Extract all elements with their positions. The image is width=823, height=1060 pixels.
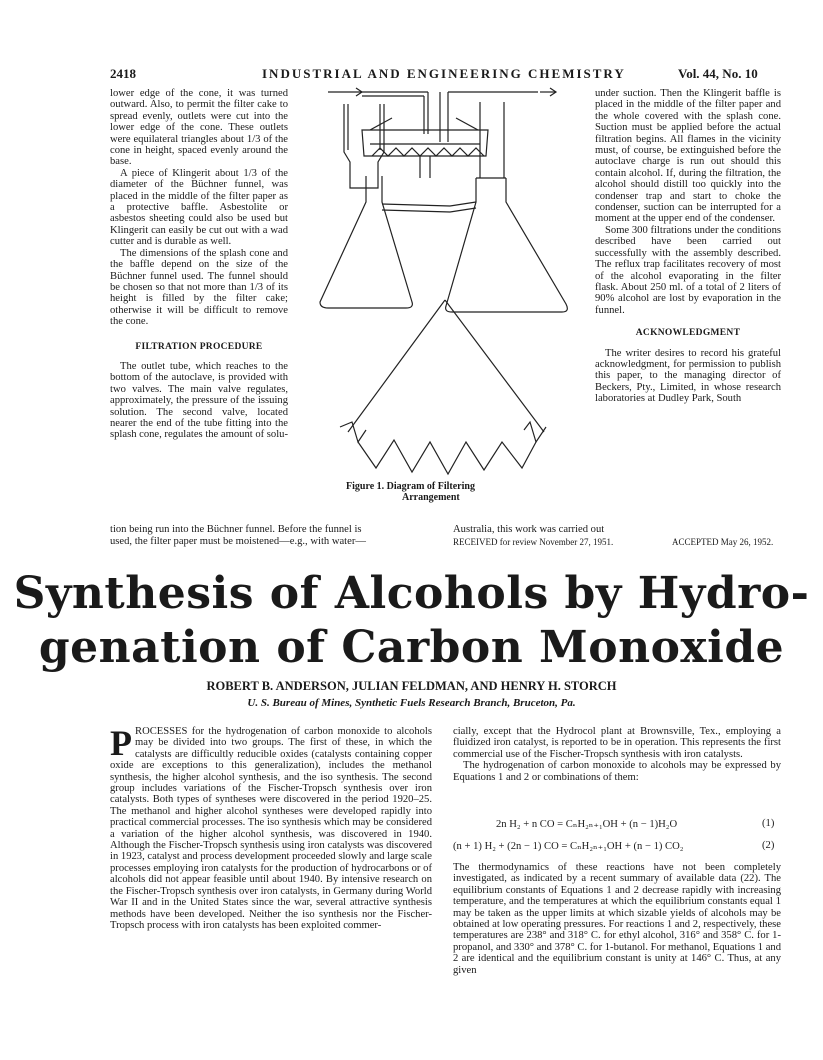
accepted-date: ACCEPTED May 26, 1952. [672, 537, 774, 547]
text-line: tion being run into the Büchner funnel. Before the funnel is [110, 524, 362, 535]
filter-flask [446, 178, 568, 312]
article-title-line1: Synthesis of Alcohols by Hydro- [13, 568, 810, 619]
page-number: 2418 [110, 66, 136, 81]
drop-cap: P [110, 723, 132, 763]
paragraph: The dimensions of the splash cone and the baffle depend on the size of the Büchner funnel used. The funnel should be chosen so that not more than 1/3 of its height is filled by the filter cake; otherwise it will be difficult to remove the cone. [110, 247, 288, 328]
right-column [595, 88, 781, 405]
paragraph: ROCESSES for the hydrogenation of carbon monoxide to alcohols may be divided into two groups. The first of these, in which the catalysts are difficultly reducible oxides (catalysts containing copper oxide are exceptions to this generalization), includes the methanol synthesis, the higher alcohol synthesis, and the iso synthesis. The second group includes variations of the Fischer-Tropsch synthesis over iron catalysts. Both types of syntheses were discovered in the period 1920–25. The methanol and higher alcohol syntheses were developed rapidly into practical commercial processes. The iso synthesis which may be considered a variation of the higher alcohol synthesis, was discovered in 1940. Although the Fischer-Tropsch synthesis using iron catalysts was discovered in 1923, catalyst and process development proceeded slowly and large scale processes employing iron catalysts for the production of hydrocarbons or of alcohols did not appear feasible until about 1940. By intensive research on the Fischer-Tropsch synthesis over iron catalysts, in Germany during World War II and in the United States since the war, several attractive synthesis methods have been developed. Neither the iso synthesis nor the Fischer-Tropsch process with iron catalysts has been exploited commer- [110, 726, 432, 931]
paragraph: The hydrogenation of carbon monoxide to alcohols may be expressed by Equations 1 and 2 or combinations of them: [453, 760, 781, 783]
equation-1: 2n H₂ + n CO = CₙH₂ₙ₊₁OH + (n − 1)H₂O [496, 819, 678, 830]
body-right-column [453, 726, 781, 783]
cone-outlets [358, 440, 536, 474]
equation-1-number: (1) [762, 818, 775, 829]
connecting-tube [382, 202, 476, 206]
figure-caption: Figure 1. Diagram of Filtering [346, 481, 475, 492]
paragraph: lower edge of the cone, it was turned outward. Also, to permit the filter cake to spread evenly, outlets were cut into the lower edge of the cone. These outlets were equilateral triangles about 1/3 of the cone in height, spaced evenly around the base. [110, 88, 288, 168]
paragraph: Some 300 filtrations under the conditions described have been carried out successfully with the assembly described. The reflux trap facilitates recovery of most of the alcohol evaporating in the filter flask. About 250 ml. of a total of 2 liters of 90% alcohol are lost by evaporation in the funnel. [595, 224, 781, 316]
paragraph: A piece of Klingerit about 1/3 of the diameter of the Büchner funnel, was placed in the middle of the filter paper as a protective baffle. Asbestolite or asbestos sheeting could also be used but Klingerit can easily be cut out with a wad cutter and is durable as well. [110, 167, 288, 248]
equation-2-number: (2) [762, 840, 775, 851]
trap-column [344, 104, 384, 188]
section-heading: FILTRATION PROCEDURE [135, 341, 263, 352]
article-title-line2: genation of Carbon Monoxide [38, 622, 785, 673]
journal-title: INDUSTRIAL AND ENGINEERING CHEMISTRY [262, 66, 626, 81]
paragraph: cially, except that the Hydrocol plant at Brownsville, Tex., employing a fluidized iron catalyst, is reported to be in operation. This represents the first commercial use of the Fischer-Tropsch synthesis with iron catalysts. [453, 726, 781, 760]
splash-cone-teeth [372, 148, 484, 156]
splash-cone [348, 300, 445, 432]
volume-issue: Vol. 44, No. 10 [678, 66, 758, 81]
text-line: used, the filter paper must be moistened—e.g., with water— [110, 536, 366, 547]
affiliation: U. S. Bureau of Mines, Synthetic Fuels Research Branch, Bruceton, Pa. [247, 697, 576, 709]
paragraph: The thermodynamics of these reactions have not been completely investigated, as indicated by a recent summary of available data (22). The equilibrium constants of Equations 1 and 2 decrease rapidly with increasing temperature, and the temperatures at which the equilibrium constants equal 1 may be taken as the upper limits at which sizable yields of alcohols may be obtained at low operating pressures. For reactions 1 and 2, respectively, these temperatures are 238° and 318° C. for ethyl alcohol, 316° and 358° C. for 1-propanol, and 330° and 378° C. for 1-butanol. For methanol, Equations 1 and 2 are identical and the equilibrium constant is unity at 146° C. Thus, at any given [453, 862, 781, 976]
authors: ROBERT B. ANDERSON, JULIAN FELDMAN, AND HENRY H. STORCH [206, 679, 617, 693]
received-date: RECEIVED for review November 27, 1951. [453, 537, 614, 547]
left-column [110, 88, 288, 441]
body-left-column [110, 723, 432, 931]
trap-flask [320, 176, 412, 308]
text-line: Australia, this work was carried out [453, 524, 605, 535]
paragraph: The outlet tube, which reaches to the bottom of the autoclave, is provided with two valves. The main valve regulates, approximately, the pressure of the issuing solution. The second valve, located nearer the end of the tube fitting into the splash cone, regulates the amount of solu- [110, 360, 288, 441]
filtering-diagram [300, 82, 590, 482]
figure-caption-line2: Arrangement [402, 492, 460, 503]
buchner-funnel [362, 130, 488, 156]
paragraph: under suction. Then the Klingerit baffle is placed in the middle of the filter paper and the whole covered with the splash cone. Suction must be applied before the actual filtration begins. All flames in the vicinity must, of course, be extinguished before the autoclave charge is run out should this contain alcohol. If, during the filtration, the alcohol should distill too quickly into the condenser trap and start to choke the condenser, suction can be interrupted for a moment at the upper end of the condenser. [595, 88, 781, 225]
equation-2: (n + 1) H₂ + (2n − 1) CO = CₙH₂ₙ₊₁OH + (n − 1) CO₂ [453, 841, 684, 852]
section-heading: ACKNOWLEDGMENT [635, 328, 741, 339]
body-right-column-continued [453, 862, 781, 976]
paragraph: The writer desires to record his grateful acknowledgment, for permission to publish this paper, to the managing director of Beckers, Pty., Limited, in whose research laboratories at Dudley Park, South [595, 347, 781, 405]
